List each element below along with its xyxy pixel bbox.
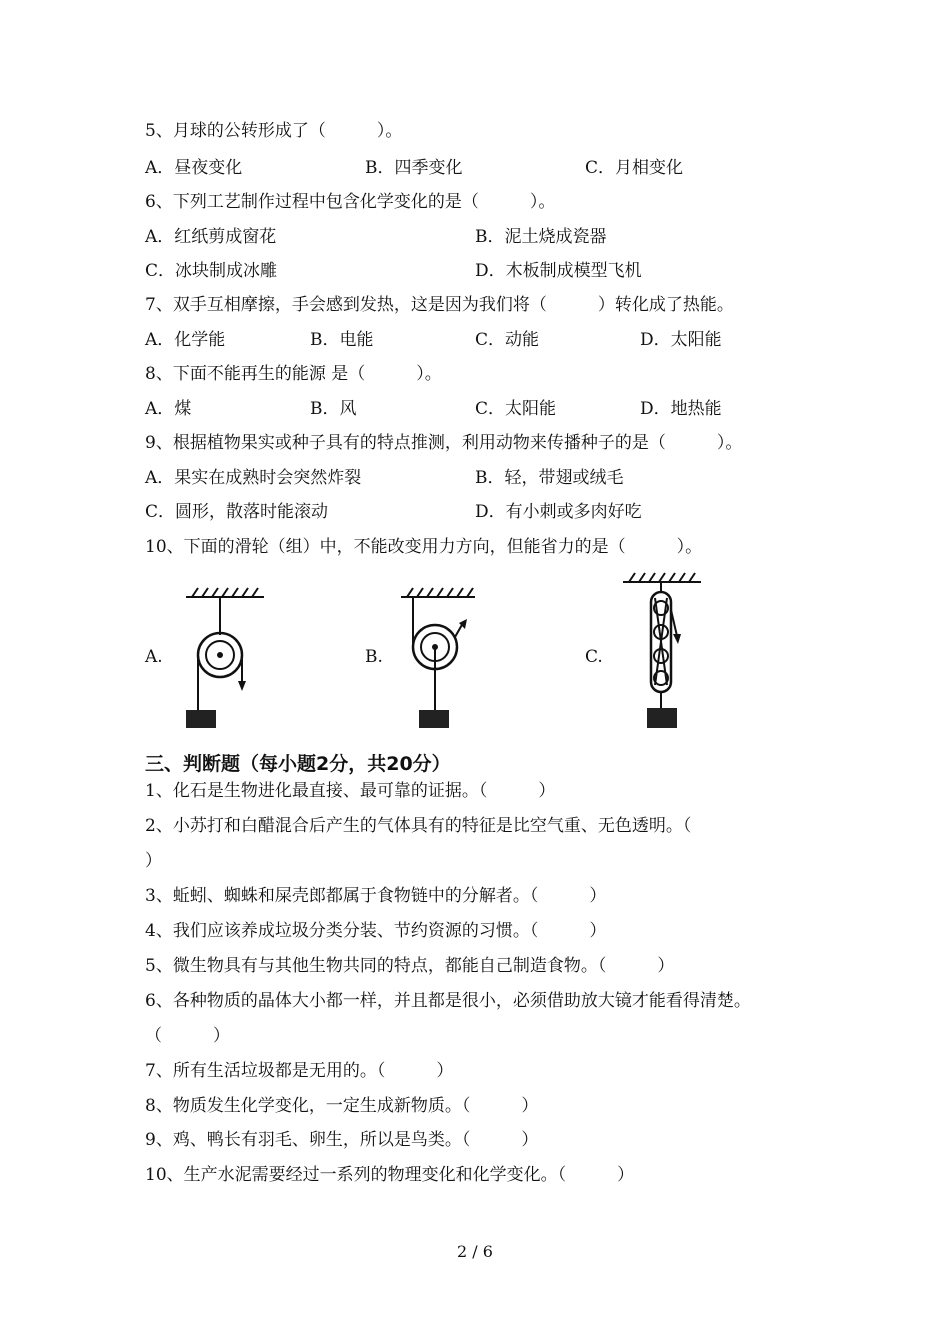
q5-option-a: A．昼夜变化 bbox=[145, 158, 243, 178]
q9-option-d: D．有小刺或多肉好吃 bbox=[475, 502, 642, 522]
q6-option-a: A．红纸剪成窗花 bbox=[145, 227, 277, 247]
section-3-title: 三、判断题（每小题2分，共20分） bbox=[145, 753, 451, 775]
q8-option-a: A．煤 bbox=[145, 399, 192, 419]
tf-item-4: 4、我们应该养成垃圾分类分装、节约资源的习惯。（ ） bbox=[145, 921, 607, 941]
q8-stem: 8、下面不能再生的能源 是（ ）。 bbox=[145, 364, 442, 384]
tf-item-5: 5、微生物具有与其他生物共同的特点，都能自己制造食物。（ ） bbox=[145, 956, 675, 976]
tf-item-7: 7、所有生活垃圾都是无用的。（ ） bbox=[145, 1061, 454, 1081]
q7-option-c: C．动能 bbox=[475, 330, 540, 350]
tf-item-10: 10、生产水泥需要经过一系列的物理变化和化学变化。（ ） bbox=[145, 1165, 635, 1185]
q6-option-d: D．木板制成模型飞机 bbox=[475, 261, 642, 281]
q5-option-c: C．月相变化 bbox=[585, 158, 684, 178]
q8-option-c: C．太阳能 bbox=[475, 399, 557, 419]
tf-item-2: 2、小苏打和白醋混合后产生的气体具有的特征是比空气重、无色透明。（ bbox=[145, 816, 692, 836]
pulley-block-c-figure bbox=[615, 570, 715, 735]
fixed-pulley-a-figure bbox=[180, 585, 270, 735]
q6-option-c: C．冰块制成冰雕 bbox=[145, 261, 278, 281]
q7-option-b: B．电能 bbox=[310, 330, 374, 350]
q10-option-b-label: B. bbox=[365, 647, 383, 667]
fixed-pulley-b-figure bbox=[395, 585, 485, 735]
q10-stem: 10、下面的滑轮（组）中，不能改变用力方向，但能省力的是（ ）。 bbox=[145, 537, 703, 557]
tf-item-3: 3、蚯蚓、蜘蛛和屎壳郎都属于食物链中的分解者。（ ） bbox=[145, 886, 607, 906]
q8-option-d: D．地热能 bbox=[640, 399, 722, 419]
q9-stem: 9、根据植物果实或种子具有的特点推测，利用动物来传播种子的是（ ）。 bbox=[145, 433, 743, 453]
q5-stem: 5、月球的公转形成了（ ）。 bbox=[145, 121, 403, 141]
q10-option-c-label: C. bbox=[585, 647, 603, 667]
tf-item-6-cont: （ ） bbox=[145, 1026, 230, 1046]
q7-stem: 7、双手互相摩擦，手会感到发热，这是因为我们将（ ）转化成了热能。 bbox=[145, 295, 734, 315]
tf-item-6: 6、各种物质的晶体大小都一样，并且都是很小，必须借助放大镜才能看得清楚。 bbox=[145, 991, 751, 1011]
q6-stem: 6、下列工艺制作过程中包含化学变化的是（ ）。 bbox=[145, 192, 556, 212]
q9-option-c: C．圆形，散落时能滚动 bbox=[145, 502, 329, 522]
q9-option-a: A．果实在成熟时会突然炸裂 bbox=[145, 468, 362, 488]
tf-item-9: 9、鸡、鸭长有羽毛、卵生，所以是鸟类。（ ） bbox=[145, 1130, 539, 1150]
q5-option-b: B．四季变化 bbox=[365, 158, 463, 178]
tf-item-8: 8、物质发生化学变化，一定生成新物质。（ ） bbox=[145, 1096, 539, 1116]
q10-option-a-label: A. bbox=[145, 647, 163, 667]
q7-option-d: D．太阳能 bbox=[640, 330, 722, 350]
q7-option-a: A．化学能 bbox=[145, 330, 226, 350]
page-number: 2 / 6 bbox=[457, 1242, 493, 1261]
q9-option-b: B．轻，带翅或绒毛 bbox=[475, 468, 624, 488]
tf-item-2-cont: ） bbox=[145, 851, 162, 871]
tf-item-1: 1、化石是生物进化最直接、最可靠的证据。（ ） bbox=[145, 781, 556, 801]
q8-option-b: B．风 bbox=[310, 399, 357, 419]
q6-option-b: B．泥土烧成瓷器 bbox=[475, 227, 607, 247]
